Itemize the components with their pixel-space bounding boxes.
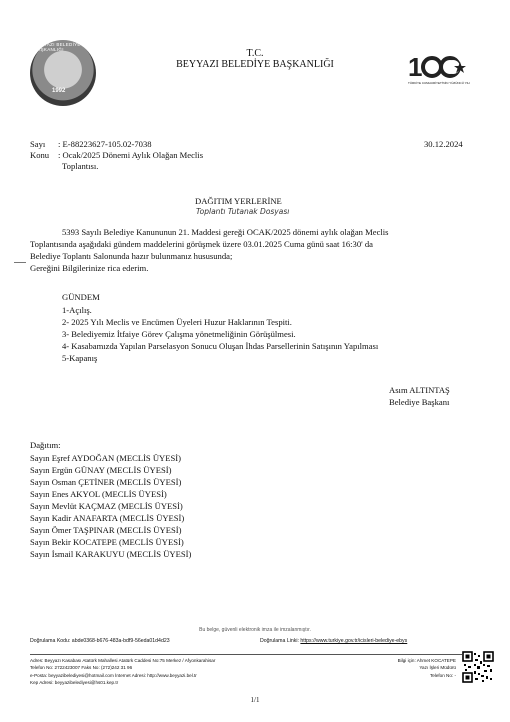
body-line-4: Gereğini Bilgilerinize rica ederim. — [30, 263, 149, 273]
recipient-item: Sayın Osman ÇETİNER (MECLİS ÜYESİ) — [30, 477, 182, 487]
verification-link[interactable]: https://www.turkiye.gov.tr/icisleri-belediye-ebys — [300, 638, 408, 644]
konu-value-1: : Ocak/2025 Dönemi Aylık Olağan Meclis — [58, 150, 204, 160]
signer-name: Asım ALTINTAŞ — [389, 385, 450, 395]
signer-title: Belediye Başkanı — [389, 397, 450, 407]
info-person: Bilgi için: Ahmet KOCATEPE — [397, 658, 456, 663]
info-phone: Telefon No: - — [429, 672, 456, 678]
verification-link-label: Doğrulama Linki: — [260, 638, 299, 644]
verification-code: Doğrulama Kodu: abde0368-b676-483a-bdf9-56eda01d4d23 — [30, 638, 170, 644]
info-title: Yazı İşleri Müdürü — [419, 665, 456, 671]
agenda-item: 4- Kasabamızda Yapılan Parselasyon Sonucu Oluşan İhdas Parsellerinin Satışının Yapılması — [62, 341, 379, 351]
footer-address: Adres: Beyyazı Kasabası Atatürk Mahallesi Atatürk Caddesi No:75 Merkez / Afyonkarahisar — [30, 658, 216, 663]
recipients-title: Dağıtım: — [30, 440, 61, 450]
page-number: 1/1 — [250, 696, 260, 704]
sayi-value: : E-88223627-105.02-7038 — [58, 139, 152, 149]
recipient-item: Sayın Mevlüt KAÇMAZ (MECLİS ÜYESİ) — [30, 501, 183, 511]
header-institution: BEYYAZI BELEDİYE BAŞKANLIĞI — [176, 59, 334, 70]
recipient-item: Sayın Ömer TAŞPINAR (MECLİS ÜYESİ) — [30, 525, 182, 535]
agenda-item: 2- 2025 Yılı Meclis ve Encümen Üyeleri Huzur Haklarının Tespiti. — [62, 317, 292, 327]
seal-ring-text: BEYYAZI BELEDİYE BAŞKANLIĞI — [34, 42, 81, 52]
recipient-item: Sayın Ergün GÜNAY (MECLİS ÜYESİ) — [30, 465, 172, 475]
konu-label: Konu — [30, 150, 50, 160]
verification-link-row — [260, 638, 407, 644]
footer-contact — [30, 657, 215, 687]
distribution-title: DAĞITIM YERLERİNE — [195, 196, 282, 206]
margin-mark — [14, 262, 26, 263]
recipient-item: Sayın Bekir KOCATEPE (MECLİS ÜYESİ) — [30, 537, 184, 547]
agenda-item: 3- Belediyemiz İtfaiye Görev Çalışma yönetmeliğinin Görüşülmesi. — [62, 329, 296, 339]
agenda-item: 5-Kapanış — [62, 353, 98, 363]
agenda-title: GÜNDEM — [62, 292, 100, 302]
svg-text:1: 1 — [408, 52, 423, 82]
qr-code — [462, 651, 494, 683]
footer-email[interactable]: e-Posta: beyyazibelediyesi@hotmail.com İnternet Adresi: http://www.beyyazi.bel.tr — [30, 672, 197, 678]
centennial-100-logo — [408, 50, 470, 90]
recipient-item: Sayın Kadir ANAFARTA (MECLİS ÜYESİ) — [30, 513, 185, 523]
header-tc: T.C. — [246, 48, 264, 59]
recipient-item: Sayın Enes AKYOL (MECLİS ÜYESİ) — [30, 489, 167, 499]
seal-year: 1992 — [52, 88, 66, 94]
body-line-2: Toplantısında aşağıdaki gündem maddelerini görüşmek üzere 03.01.2025 Cuma günü saat 16:30' da — [30, 239, 373, 249]
recipient-item: Sayın Eşref AYDOĞAN (MECLİS ÜYESİ) — [30, 453, 182, 463]
centennial-caption: TÜRKİYE CUMHURİYETİ'NİN YÜZÜNCÜ YILI — [408, 81, 470, 85]
document-date: 30.12.2024 — [424, 139, 463, 149]
recipient-item: Sayın İsmail KARAKUYU (MECLİS ÜYESİ) — [30, 549, 192, 559]
sayi-label: Sayı — [30, 139, 46, 149]
handwritten-note: Toplantı Tutanak Dosyası — [196, 207, 290, 216]
esign-note: Bu belge, güvenli elektronik imza ile imzalanmıştır. — [199, 627, 311, 633]
footer-info — [342, 657, 456, 679]
agenda-item: 1-Açılış. — [62, 305, 92, 315]
footer-phone: Telefon No: 2722423007 Faks No: (272)242 31 96 — [30, 665, 133, 671]
body-line-1: 5393 Sayılı Belediye Kanununun 21. Maddesi gereği OCAK/2025 dönemi aylık olağan Meclis — [62, 227, 389, 237]
body-line-3: Belediye Toplantı Salonunda hazır bulunmanız hususunda; — [30, 251, 233, 261]
konu-value-2: Toplantısı. — [62, 161, 99, 171]
footer-kep: Kep Adresi: beyyazibelediyesi@hs01.kep.tr — [30, 680, 119, 686]
footer-divider — [30, 654, 478, 655]
